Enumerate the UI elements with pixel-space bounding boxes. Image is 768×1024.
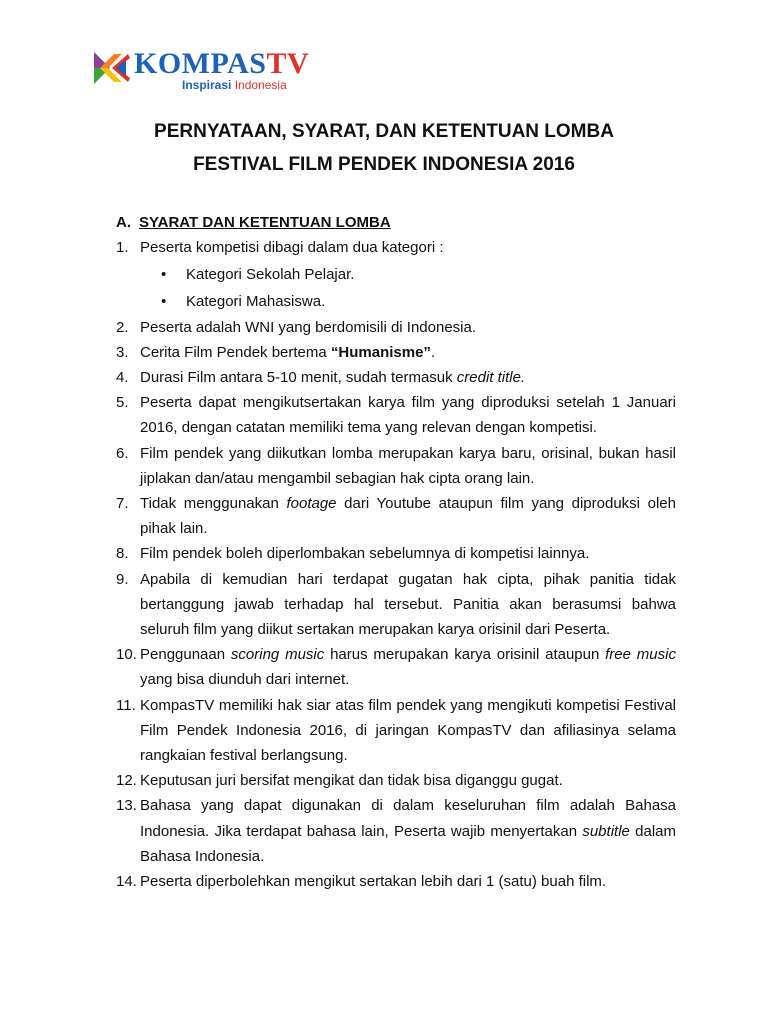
item-number: 5. <box>116 394 129 412</box>
item-number: 14. <box>116 873 137 891</box>
kompastv-logo-mark-icon <box>92 48 132 88</box>
item-text: Film pendek yang diikutkan lomba merupakan karya baru, orisinal, bukan hasil jiplakan dan/atau mengambil sebagian hak cipta orang lain. <box>140 444 676 487</box>
item-text: Peserta kompetisi dibagi dalam dua kategori : <box>140 239 444 256</box>
logo-tagline <box>182 78 287 92</box>
list-item <box>116 441 676 491</box>
list-item <box>116 340 676 365</box>
item-number: 12. <box>116 772 137 790</box>
logo-tagline-b: Indonesia <box>234 78 287 92</box>
category-bullet-list <box>116 262 676 314</box>
document-title-line1: PERNYATAAN, SYARAT, DAN KETENTUAN LOMBA <box>154 121 614 142</box>
item-number: 8. <box>116 545 129 563</box>
item-number: 4. <box>116 369 129 387</box>
logo-tagline-a: Inspirasi <box>182 78 232 92</box>
logo-wordmark <box>134 48 309 80</box>
item-number: 7. <box>116 495 129 513</box>
list-item <box>116 793 676 869</box>
document-body <box>116 210 676 894</box>
bullet-item <box>116 289 676 314</box>
list-item <box>116 235 676 260</box>
item-text-pre: Penggunaan <box>140 646 231 664</box>
item-text: Apabila di kemudian hari terdapat gugatan hak cipta, pihak panitia tidak bertanggung jawab terhadap hal tersebut. Panitia akan berasumsi bahwa seluruh film yang diikut sertakan merupakan karya orisinil dari Peserta. <box>140 570 676 639</box>
item-number: 9. <box>116 570 129 588</box>
item-text: Peserta diperbolehkan mengikut sertakan lebih dari 1 (satu) buah film. <box>140 873 607 891</box>
list-item <box>116 869 676 894</box>
item-text-pre: Cerita Film Pendek bertema <box>140 343 331 361</box>
list-item <box>116 390 676 440</box>
item-text-italic: footage <box>286 495 337 513</box>
item-text-italic: scoring music <box>230 646 325 664</box>
item-text: KompasTV memiliki hak siar atas film pendek yang mengikuti kompetisi Festival Film Pendek Indonesia 2016, di jaringan KompasTV dan afiliasinya selama rangkaian festival berlangsung. <box>140 696 676 765</box>
bullet-text: Kategori Mahasiswa. <box>186 293 326 311</box>
bullet-dot-icon: • <box>161 266 167 284</box>
item-text: Peserta adalah WNI yang berdomisili di Indonesia. <box>140 318 477 336</box>
section-heading-text: SYARAT DAN KETENTUAN LOMBA <box>139 214 391 231</box>
item-number: 6. <box>116 444 129 462</box>
item-text-post: dari Youtube ataupun film yang diproduksi oleh pihak lain. <box>140 495 676 538</box>
document-title-line2: FESTIVAL FILM PENDEK INDONESIA 2016 <box>193 154 575 175</box>
kompastv-logo <box>92 44 332 100</box>
item-text-post: . <box>430 343 436 361</box>
item-text-pre: Durasi Film antara 5-10 menit, sudah termasuk <box>140 369 457 387</box>
list-item <box>116 541 676 566</box>
logo-word-tv: TV <box>266 47 310 80</box>
item-text-italic: credit title. <box>456 369 526 387</box>
item-text-post: yang bisa diunduh dari internet. <box>140 671 350 689</box>
list-item <box>116 768 676 793</box>
item-text: Keputusan juri bersifat mengikat dan tidak bisa diganggu gugat. <box>140 772 563 790</box>
item-text-italic-2: free music <box>605 646 676 664</box>
section-heading <box>116 210 676 235</box>
bullet-item <box>116 262 676 287</box>
bullet-dot-icon: • <box>161 293 167 311</box>
list-item <box>116 491 676 541</box>
logo-word-main: KOMPAS <box>134 47 267 80</box>
item-text-italic: subtitle <box>582 822 630 840</box>
item-number: 3. <box>116 343 129 361</box>
list-item <box>116 315 676 340</box>
item-number: 10. <box>116 646 137 664</box>
item-text-pre: Bahasa yang dapat digunakan di dalam keseluruhan film adalah Bahasa Indonesia. Jika terdapat bahasa lain, Peserta wajib menyertakan <box>140 797 676 840</box>
item-number: 11. <box>116 696 136 714</box>
list-item <box>116 693 676 769</box>
item-text: Film pendek boleh diperlombakan sebelumnya di kompetisi lainnya. <box>140 545 590 563</box>
item-number: 13. <box>116 797 137 815</box>
item-number: 2. <box>116 318 129 336</box>
section-letter: A. <box>116 214 131 231</box>
item-text-bold: “Humanisme” <box>330 343 431 361</box>
item-text-pre: Tidak menggunakan <box>140 495 287 513</box>
list-item <box>116 365 676 390</box>
item-text-post: dalam Bahasa Indonesia. <box>140 822 676 865</box>
item-text-mid: harus merupakan karya orisinil ataupun <box>324 646 606 664</box>
item-number: 1. <box>116 239 129 256</box>
list-item <box>116 642 676 692</box>
list-item <box>116 567 676 643</box>
item-text: Peserta dapat mengikutsertakan karya film yang diproduksi setelah 1 Januari 2016, dengan catatan memiliki tema yang relevan dengan kompetisi. <box>140 394 676 437</box>
bullet-text: Kategori Sekolah Pelajar. <box>186 266 355 284</box>
